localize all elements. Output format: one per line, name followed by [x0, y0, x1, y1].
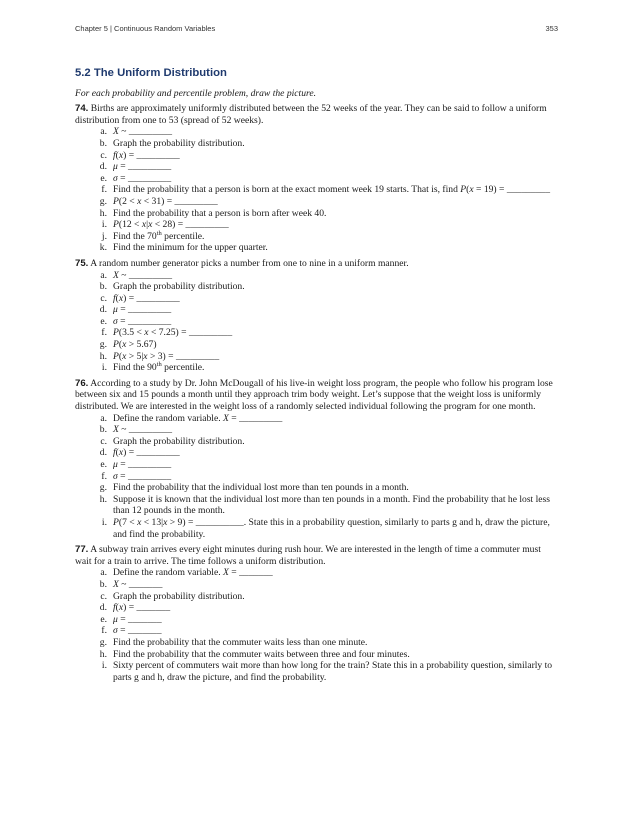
part-text: Find the probability that a person is born after week 40. — [113, 207, 327, 219]
part-item — [75, 150, 558, 162]
part-item — [75, 327, 558, 339]
part-text: Find the probability that the individual lost more than ten pounds in a month. — [113, 482, 409, 494]
part-item — [75, 649, 558, 661]
part-letter: f. — [101, 184, 107, 196]
part-text: X ~ _________ — [113, 269, 173, 281]
part-letter: f. — [101, 470, 107, 482]
problem — [75, 258, 558, 374]
part-text: μ = _________ — [113, 161, 172, 173]
part-item — [75, 339, 558, 351]
part-letter: a. — [100, 567, 107, 579]
part-text: Define the random variable. X = _________ — [113, 412, 283, 424]
part-list — [75, 567, 558, 683]
part-letter: a. — [100, 412, 107, 424]
part-list — [75, 270, 558, 374]
part-letter: j. — [101, 230, 107, 242]
part-item — [75, 447, 558, 459]
part-text: μ = _________ — [113, 304, 172, 316]
part-text: f(x) = _________ — [113, 149, 180, 161]
part-text: X ~ _________ — [113, 424, 173, 436]
part-letter: g. — [99, 482, 107, 494]
part-text: Graph the probability distribution. — [113, 590, 245, 602]
part-letter: c. — [100, 292, 107, 304]
part-letter: g. — [99, 339, 107, 351]
problem-text: Births are approximately uniformly distributed between the 52 weeks of the year. They can be said to follow a uniform distribution from one to 53 (spread of 52 weeks). — [75, 103, 547, 126]
problem-list — [75, 103, 558, 683]
problem-statement — [75, 103, 558, 126]
problem-text: According to a study by Dr. John McDougall of his live-in weight loss program, the people who follow his program lose between six and 15 pounds a month until they approach trim body weight. Let’s suppose that the weight loss is uniformly distributed. We are interested in the weight loss of a randomly selected individual following the program for one month. — [75, 377, 553, 413]
part-letter: c. — [100, 435, 107, 447]
part-item — [75, 219, 558, 231]
part-item — [75, 482, 558, 494]
part-item — [75, 494, 558, 517]
problem-text: A random number generator picks a number from one to nine in a uniform manner. — [90, 257, 409, 269]
part-item — [75, 424, 558, 436]
part-text: σ = _________ — [113, 315, 172, 327]
part-text: P(x > 5|x > 3) = _________ — [113, 350, 220, 362]
part-letter: b. — [99, 424, 107, 436]
part-text: P(12 < x|x < 28) = _________ — [113, 219, 229, 231]
part-letter: c. — [100, 590, 107, 602]
part-text: P(7 < x < 13|x > 9) = __________. State this in a probability question, similarly to parts g and h, draw the picture, and find the probability. — [113, 516, 550, 540]
part-letter: g. — [99, 195, 107, 207]
problem — [75, 544, 558, 683]
problem-number: 75. — [75, 257, 89, 269]
part-item — [75, 517, 558, 540]
part-item — [75, 660, 558, 683]
part-letter: i. — [101, 219, 107, 231]
part-item — [75, 196, 558, 208]
part-letter: b. — [99, 137, 107, 149]
problem-statement — [75, 258, 558, 270]
part-list — [75, 126, 558, 254]
part-item — [75, 637, 558, 649]
part-text: P(3.5 < x < 7.25) = _________ — [113, 327, 233, 339]
part-item — [75, 602, 558, 614]
part-item — [75, 614, 558, 626]
problem — [75, 103, 558, 254]
part-letter: i. — [101, 362, 107, 374]
part-text: Define the random variable. X = _______ — [113, 567, 273, 579]
part-item — [75, 413, 558, 425]
part-text: σ = _________ — [113, 172, 172, 184]
part-text: Graph the probability distribution. — [113, 435, 245, 447]
part-item — [75, 126, 558, 138]
part-list — [75, 413, 558, 541]
part-item — [75, 351, 558, 363]
part-letter: e. — [100, 459, 107, 470]
section-title: 5.2 The Uniform Distribution — [75, 67, 227, 79]
part-item — [75, 471, 558, 483]
part-letter: i. — [101, 660, 107, 672]
part-item — [75, 208, 558, 220]
part-text: σ = _________ — [113, 470, 172, 482]
part-item — [75, 231, 558, 243]
part-item — [75, 316, 558, 328]
part-letter: h. — [99, 648, 107, 660]
part-item — [75, 281, 558, 293]
part-letter: k. — [99, 242, 107, 254]
part-letter: h. — [99, 350, 107, 362]
part-item — [75, 459, 558, 471]
part-text: P(2 < x < 31) = _________ — [113, 195, 218, 207]
instructions: For each probability and percentile problem, draw the picture. — [75, 87, 317, 99]
part-text: X ~ _______ — [113, 578, 163, 590]
problem-number: 74. — [75, 103, 89, 115]
part-text: Suppose it is known that the individual lost more than ten pounds in a month. Find the probability that he lost less than 12 pounds in the month. — [113, 493, 551, 517]
part-text: Find the probability that a person is born at the exact moment week 19 starts. That is, find P(x = 19) = _________ — [113, 184, 550, 196]
part-text: μ = _________ — [113, 459, 172, 470]
problem — [75, 378, 558, 540]
page-content — [75, 68, 558, 683]
part-letter: g. — [99, 636, 107, 648]
part-letter: a. — [100, 126, 107, 138]
chapter-title: Chapter 5 | Continuous Random Variables — [75, 24, 216, 33]
part-item — [75, 591, 558, 603]
part-text: f(x) = _______ — [113, 602, 171, 614]
part-text: Graph the probability distribution. — [113, 137, 245, 149]
part-item — [75, 436, 558, 448]
part-item — [75, 362, 558, 374]
part-item — [75, 625, 558, 637]
part-item — [75, 293, 558, 305]
part-letter: a. — [100, 269, 107, 281]
part-text: P(x > 5.67) — [113, 339, 157, 351]
problem-statement — [75, 544, 558, 567]
part-letter: d. — [99, 161, 107, 173]
part-text: f(x) = _________ — [113, 447, 180, 459]
part-letter: f. — [101, 625, 107, 637]
part-text: μ = _______ — [113, 613, 162, 625]
part-text: Find the probability that the commuter waits between three and four minutes. — [113, 648, 410, 660]
part-letter: d. — [99, 602, 107, 614]
problem-text: A subway train arrives every eight minutes during rush hour. We are interested in the length of time a commuter must wait for a train to arrive. The time follows a uniform distribution. — [75, 544, 541, 567]
part-item — [75, 270, 558, 282]
page-number: 353 — [545, 24, 558, 33]
part-letter: i. — [101, 516, 107, 528]
part-text: Find the 90th percentile. — [113, 361, 205, 374]
part-letter: e. — [100, 315, 107, 327]
part-item — [75, 579, 558, 591]
part-text: f(x) = _________ — [113, 292, 180, 304]
part-letter: h. — [99, 207, 107, 219]
part-letter: h. — [99, 493, 107, 505]
part-letter: f. — [101, 327, 107, 339]
problem-number: 77. — [75, 544, 89, 556]
part-letter: d. — [99, 304, 107, 316]
part-letter: b. — [99, 281, 107, 293]
part-text: Find the 70th percentile. — [113, 229, 205, 242]
part-item — [75, 567, 558, 579]
part-letter: b. — [99, 578, 107, 590]
part-letter: e. — [100, 172, 107, 184]
part-item — [75, 138, 558, 150]
part-item — [75, 161, 558, 173]
part-text: Find the minimum for the upper quarter. — [113, 242, 268, 254]
part-text: Sixty percent of commuters wait more than how long for the train? State this in a probability question, similarly to parts g and h, draw the picture, and find the probability. — [113, 660, 553, 683]
part-text: σ = _______ — [113, 625, 162, 637]
page-header — [75, 24, 558, 33]
part-letter: c. — [100, 149, 107, 161]
part-item — [75, 242, 558, 254]
part-text: X ~ _________ — [113, 126, 173, 138]
part-item — [75, 304, 558, 316]
part-item — [75, 184, 558, 196]
problem-statement — [75, 378, 558, 413]
part-letter: e. — [100, 613, 107, 625]
part-text: Graph the probability distribution. — [113, 281, 245, 293]
problem-number: 76. — [75, 377, 89, 389]
part-item — [75, 173, 558, 185]
part-text: Find the probability that the commuter waits less than one minute. — [113, 636, 368, 648]
part-letter: d. — [99, 447, 107, 459]
